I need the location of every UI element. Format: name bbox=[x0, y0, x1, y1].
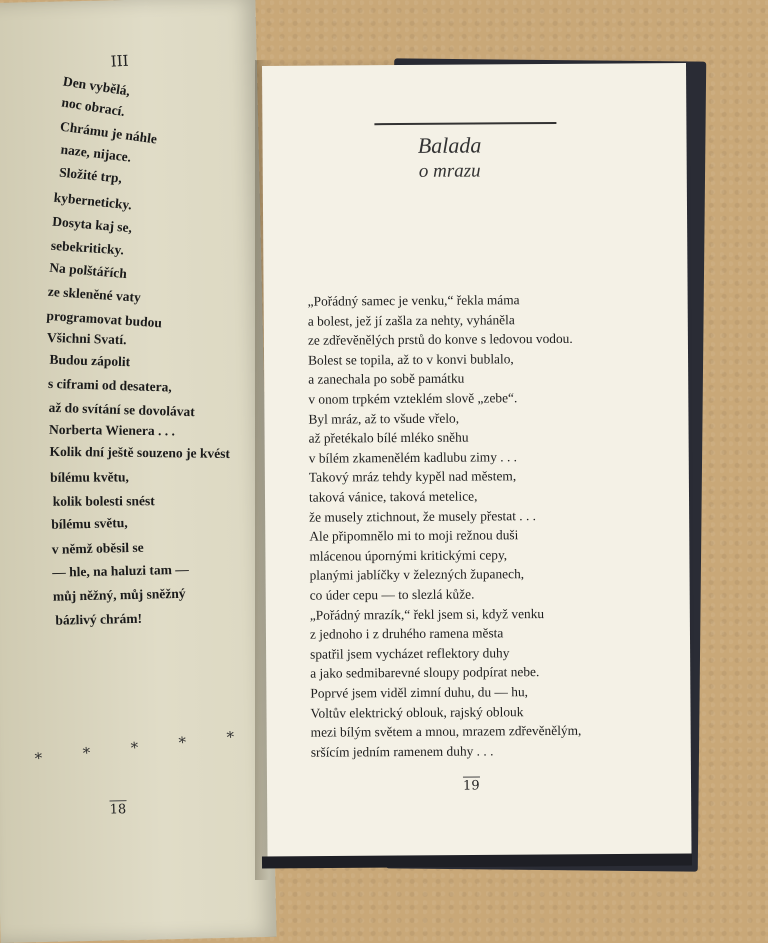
verse-line: „Pořádný mrazík,“ řekl jsem si, když venku bbox=[309, 605, 545, 623]
verse-line: Poprvé jsem viděl zimní duhu, du — hu, bbox=[310, 684, 529, 701]
poem-line: Budou zápolit bbox=[49, 351, 131, 370]
verse-line: taková vánice, taková metelice, bbox=[308, 488, 478, 505]
poem-line: bázlivý chrám! bbox=[55, 610, 143, 628]
verse-line: z jednoho i z druhého ramena města bbox=[309, 625, 504, 642]
poem-line: Norberta Wienera . . . bbox=[48, 421, 176, 439]
poem-subtitle: o mrazu bbox=[418, 160, 481, 182]
verse-line: Byl mráz, až to všude vřelo, bbox=[308, 410, 460, 427]
poem-line: Všichni Svatí. bbox=[46, 329, 127, 348]
verse-line: mezi bílým světem a mnou, mrazem zdřevěnělým, bbox=[310, 722, 582, 740]
poem-line: Chrámu je náhle bbox=[59, 118, 158, 147]
verse-line: až přetékalo bílé mléko sněhu bbox=[308, 429, 469, 446]
poem-line: Dosyta kaj se, bbox=[51, 213, 133, 236]
poem-line: Kolik dní ještě souzeno je kvést bbox=[49, 443, 231, 462]
poem-line: — hle, na haluzi tam — bbox=[52, 561, 189, 580]
poem-line: Den vybělá, bbox=[62, 73, 132, 99]
verse-line: Takový mráz tehdy kypěl nad městem, bbox=[308, 468, 517, 486]
page-number-right: 19 bbox=[462, 778, 480, 794]
poem-line: programovat budou bbox=[46, 307, 163, 331]
poem-line: s ciframi od desatera, bbox=[47, 375, 172, 395]
poem-line: ze skleněné vaty bbox=[47, 283, 142, 305]
verse-line: Bolest se topila, až to v konvi bublalo, bbox=[308, 351, 514, 368]
verse-line: Voltův elektrický oblouk, rajský oblouk bbox=[310, 703, 524, 721]
poem-line: noc obrací. bbox=[60, 94, 126, 120]
poem-title: Balada bbox=[417, 132, 482, 158]
title-rule bbox=[374, 122, 556, 125]
left-page bbox=[0, 0, 277, 943]
poem-line: v němž oběsil se bbox=[51, 539, 144, 557]
verse-line: „Pořádný samec je venku,“ řekla máma bbox=[307, 292, 520, 309]
poem-line: Složité trp, bbox=[58, 164, 123, 186]
poem-line: kolik bolesti snést bbox=[52, 493, 155, 509]
poem-line: můj něžný, můj sněžný bbox=[52, 585, 186, 604]
verse-line: sršícím jedním ramenem duhy . . . bbox=[310, 743, 494, 760]
poem-line: kyberneticky. bbox=[53, 189, 133, 213]
chapter-number: III bbox=[110, 51, 130, 71]
poem-line: bílému světu, bbox=[51, 515, 128, 532]
verse-line: co úder cepu — to slezlá kůže. bbox=[309, 586, 475, 603]
poem-line: Na polštářích bbox=[48, 259, 128, 282]
poem-line: až do svítání se dovolávat bbox=[48, 399, 196, 420]
page-number-left: 18 bbox=[109, 802, 127, 818]
verse-line: v onom trpkém vzteklém slově „zebe“. bbox=[308, 390, 518, 407]
verse-line: spatřil jsem vycházet reflektory duhy bbox=[310, 645, 510, 662]
ornament-stars: * * * * * bbox=[33, 725, 254, 768]
poem-line: naze, nijace. bbox=[59, 141, 133, 165]
right-page bbox=[262, 63, 692, 858]
verse-line: mlácenou úpornými kritickými cepy, bbox=[309, 547, 508, 564]
poem-line: sebekriticky. bbox=[50, 237, 125, 258]
verse-line: a bolest, jež jí zašla za nehty, vyháněla bbox=[307, 311, 515, 329]
verse-line: ze zdřevěnělých prstů do konve s ledovou vodou. bbox=[307, 331, 573, 348]
verse-line: Ale připomnělo mi to moji režnou duši bbox=[309, 527, 519, 544]
verse-line: že musely ztichnout, že musely přestat . . . bbox=[309, 507, 537, 525]
verse-line: a jako sedmibarevné sloupy podpírat nebe. bbox=[310, 664, 540, 682]
poem-line: bílému květu, bbox=[50, 469, 129, 485]
verse-line: a zanechala po sobě památku bbox=[308, 370, 465, 388]
verse-line: planými jablíčky v železných županech, bbox=[309, 566, 525, 584]
verse-line: v bílém zkamenělém kadlubu zimy . . . bbox=[308, 449, 518, 466]
